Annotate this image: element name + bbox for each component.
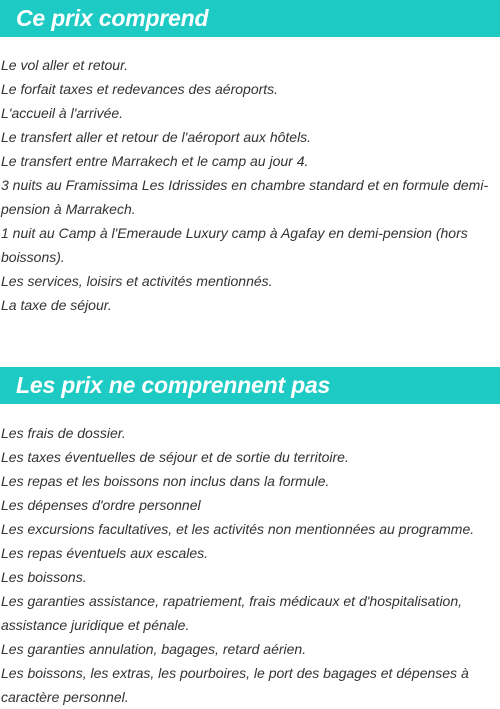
list-item: Les dépenses d'ordre personnel [1, 497, 201, 513]
section-price-excludes [0, 367, 500, 709]
list-item: Les boissons, les extras, les pourboires, le port des bagages et dépenses à caractère personnel. [1, 665, 469, 705]
excluded-list [0, 421, 500, 709]
included-list [0, 53, 500, 317]
list-item: Le forfait taxes et redevances des aéroports. [1, 81, 279, 97]
list-item: Les taxes éventuelles de séjour et de sortie du territoire. [1, 449, 349, 465]
list-item: Les garanties annulation, bagages, retard aérien. [1, 641, 307, 657]
section-header [0, 0, 500, 37]
list-item: L'accueil à l'arrivée. [1, 105, 124, 121]
list-item: Le transfert aller et retour de l'aéroport aux hôtels. [1, 129, 312, 145]
list-item: Les repas éventuels aux escales. [1, 545, 209, 561]
list-item: Le transfert entre Marrakech et le camp au jour 4. [1, 153, 309, 169]
list-item: Le vol aller et retour. [1, 57, 129, 73]
list-item: Les excursions facultatives, et les activités non mentionnées au programme. [1, 521, 475, 537]
list-item: Les services, loisirs et activités mentionnés. [1, 273, 273, 289]
list-item: Les frais de dossier. [1, 425, 126, 441]
list-item: Les repas et les boissons non inclus dans la formule. [1, 473, 330, 489]
list-item: 1 nuit au Camp à l'Emeraude Luxury camp à Agafay en demi-pension (hors boissons). [1, 225, 468, 265]
list-item: Les boissons. [1, 569, 87, 585]
list-item: 3 nuits au Framissima Les Idrissides en chambre standard et en formule demi-pension à Marrakech. [1, 177, 489, 217]
list-item: La taxe de séjour. [1, 297, 112, 313]
section-price-includes [0, 0, 500, 317]
section-title: Les prix ne comprennent pas [16, 372, 331, 398]
section-header [0, 367, 500, 404]
list-item: Les garanties assistance, rapatriement, frais médicaux et d'hospitalisation, assistance juridique et pénale. [1, 593, 463, 633]
section-title: Ce prix comprend [16, 5, 209, 31]
